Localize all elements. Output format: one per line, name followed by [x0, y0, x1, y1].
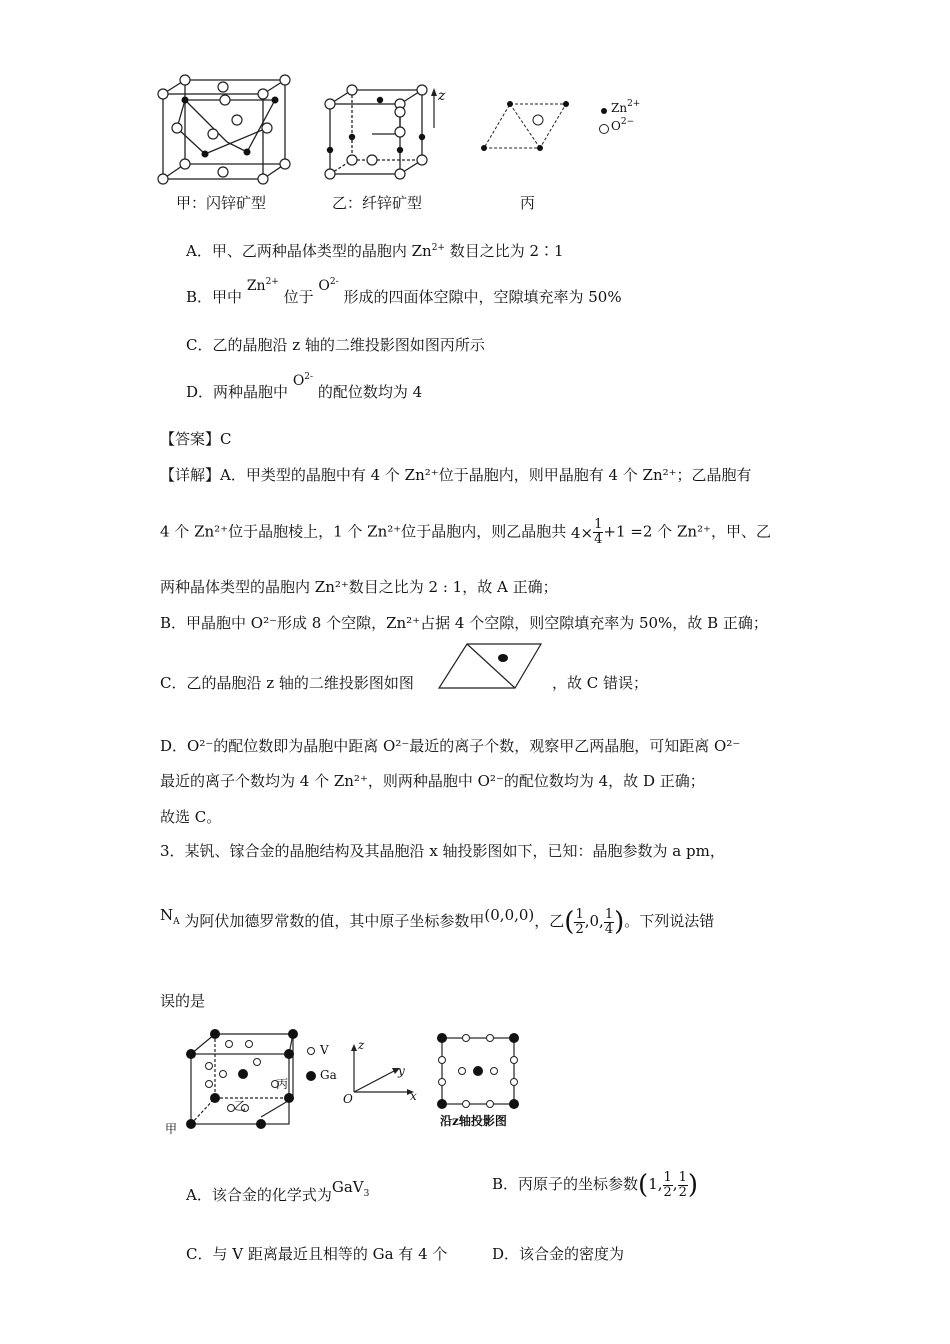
explain-line-2: 4 个 Zn²⁺位于晶胞棱上，1 个 Zn²⁺位于晶胞内，则乙晶胞共 4× $\frac{1}{4}$ +1 =2 个 Zn²⁺，甲、乙 — [160, 517, 771, 547]
legend-ga-dot — [305, 1070, 317, 1082]
q3-line-2: $N_A$ 为阿伏加德罗常数的值，其中原子坐标参数甲(0,0,0)，乙( $\frac{1}{2}$ ,0, $\frac{1}{4}$ )。下列说法错 — [160, 906, 715, 937]
explain-line-8: 故选 C。 — [160, 808, 222, 826]
wurtzite-cell-diagram — [322, 82, 442, 182]
projection-caption: 沿z轴投影图 — [440, 1114, 507, 1128]
explain-line-4: B．甲晶胞中 O²⁻形成 8 个空隙，Zn²⁺占据 4 个空隙，则空隙填充率为 50%，故 B 正确； — [160, 614, 768, 632]
sphalerite-cell-diagram — [155, 72, 295, 187]
fig-label-bing: 丙 — [276, 1077, 289, 1091]
legend-o-label: $O^{2-}$ — [611, 117, 635, 133]
na-symbol: $N_A$ — [160, 906, 180, 927]
fig-label-yi: 乙 — [234, 1099, 247, 1113]
legend-zn-label: $Zn^{2+}$ — [611, 99, 641, 115]
fig-label-jia: 甲 — [165, 1122, 178, 1136]
bing-projection-diagram — [476, 96, 576, 154]
legend-v-circle — [306, 1046, 316, 1056]
explain-line-6: D．O²⁻的配位数即为晶胞中距离 O²⁻最近的离子个数，观察甲乙两晶胞，可知距离 O²⁻ — [160, 737, 741, 755]
projection-inline-diagram — [437, 642, 545, 690]
axis-y-label: y — [398, 1064, 405, 1078]
z-axis-label: z — [438, 88, 446, 104]
coordinate-axes — [340, 1040, 420, 1100]
explain-line-1: 【详解】A．甲类型的晶胞中有 4 个 Zn²⁺位于晶胞内，则甲晶胞有 4 个 Zn²⁺；乙晶胞有 — [160, 466, 752, 484]
answer-line: 【答案】C — [160, 430, 232, 448]
q3-option-a: A．该合金的化学式为GaV$_3$ — [186, 1178, 370, 1204]
legend-o-circle — [598, 123, 610, 135]
q3-line-1: 3．某钒、镓合金的晶胞结构及其晶胞沿 x 轴投影图如下，已知：晶胞参数为 a pm， — [160, 842, 725, 860]
option-b: B．甲中 $Zn^{2+}$ 位于 $O^{2-}$ 形成的四面体空隙中，空隙填充率为 50% — [186, 277, 622, 306]
q3-line-3: 误的是 — [160, 992, 206, 1010]
explain-line-5-pre: C．乙的晶胞沿 z 轴的二维投影图如图 — [160, 674, 414, 692]
jia-caption: 甲：闪锌矿型 — [176, 194, 267, 212]
q3-option-c: C．与 V 距离最近且相等的 Ga 有 4 个 — [186, 1245, 448, 1263]
explain-line-3: 两种晶体类型的晶胞内 Zn²⁺数目之比为 2 : 1，故 A 正确； — [160, 578, 558, 596]
q3-option-b: B．丙原子的坐标参数(1, $\frac{1}{2}$ , $\frac{1}{2}$ ) — [492, 1169, 698, 1200]
legend-zn-dot — [599, 106, 609, 116]
q3-option-d: D．该合金的密度为 — [492, 1245, 625, 1263]
explain-line-7: 最近的离子个数均为 4 个 Zn²⁺，则两种晶胞中 O²⁻的配位数均为 4，故 D 正确； — [160, 772, 705, 790]
option-a: A．甲、乙两种晶体类型的晶胞内 $Zn^{2+}$ 数目之比为 2∶1 — [186, 242, 564, 260]
yi-caption: 乙：纤锌矿型 — [332, 194, 423, 212]
axis-z-label: z — [358, 1038, 365, 1052]
legend-ga-label: Ga — [320, 1068, 337, 1082]
explain-line-5-tail: ，故 C 错误； — [552, 674, 649, 692]
bing-caption: 丙 — [520, 194, 536, 212]
axis-x-label: x — [410, 1089, 417, 1103]
option-c: C．乙的晶胞沿 z 轴的二维投影图如图丙所示 — [186, 336, 485, 354]
z-projection-diagram — [434, 1030, 522, 1112]
option-d: D．两种晶胞中 $O^{2-}$ 的配位数均为 4 — [186, 372, 423, 401]
axis-origin-label: O — [343, 1092, 353, 1106]
legend-v-label: V — [320, 1043, 329, 1057]
